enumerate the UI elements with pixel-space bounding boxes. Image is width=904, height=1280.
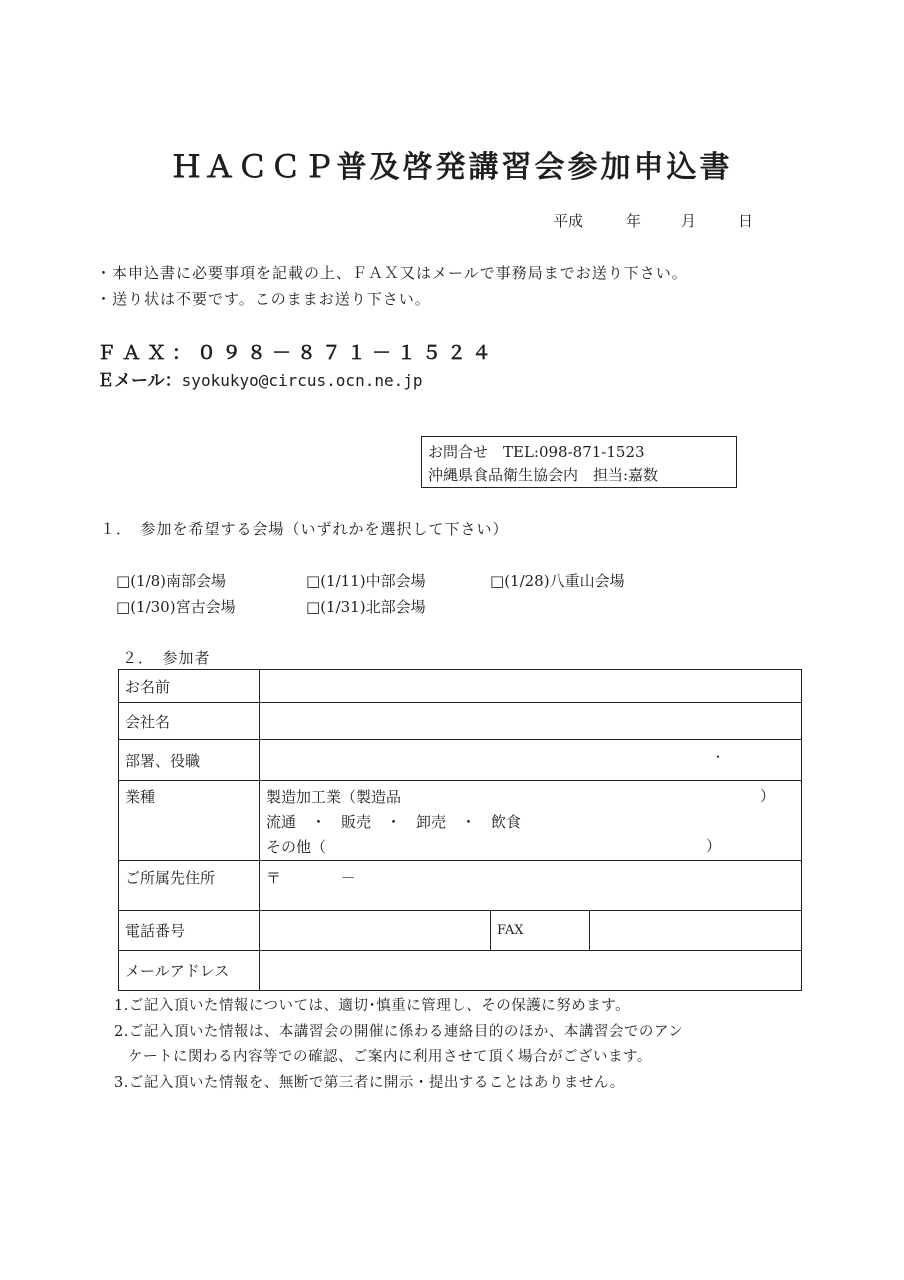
date-month: 月: [681, 212, 697, 230]
venue-label: (1/8)南部会場: [130, 572, 227, 590]
address-label: ご所属先住所: [119, 861, 260, 911]
checkbox-icon[interactable]: □: [306, 572, 321, 590]
privacy-note: 3.ご記入頂いた情報を、無断で第三者に開示・提出することはありません。: [114, 1075, 625, 1091]
checkbox-icon[interactable]: □: [306, 598, 321, 616]
venue-label: (1/11)中部会場: [320, 572, 426, 590]
venue-option-yaeyama[interactable]: [490, 570, 625, 591]
date-era: 平成: [553, 212, 584, 230]
industry-option-other[interactable]: その他（: [266, 838, 327, 856]
email-line: [97, 366, 423, 391]
address-field[interactable]: [260, 861, 802, 911]
privacy-note: ケートに関わる内容等での確認、ご案内に利用させて頂く場合がございます。: [128, 1049, 652, 1065]
industry-field[interactable]: [260, 781, 802, 861]
date-year: 年: [626, 212, 642, 230]
venue-option-miyako[interactable]: [116, 596, 236, 617]
venue-label: (1/30)宮古会場: [130, 598, 236, 616]
fax-number: ＦＡＸ：０９８－８７１－１５２４: [97, 342, 498, 364]
venue-option-chubu[interactable]: [306, 570, 426, 591]
dept-mark: ・: [712, 750, 725, 764]
name-field[interactable]: [260, 670, 802, 703]
email-label: Ｅメール：: [97, 371, 182, 391]
contact-tel: お問合せ TEL:098-871-1523: [428, 443, 645, 461]
checkbox-icon[interactable]: □: [116, 598, 131, 616]
date-day: 日: [738, 212, 754, 230]
privacy-note: 2.ご記入頂いた情報は、本講習会の開催に係わる連絡目的のほか、本講習会でのアン: [114, 1024, 684, 1040]
industry-option-manufacturing[interactable]: 製造加工業（製造品: [266, 788, 402, 806]
postal-mark: 〒: [266, 869, 282, 887]
industry-option-distribution[interactable]: 流通 ・ 販売 ・ 卸売 ・ 飲食: [266, 813, 522, 831]
section-venue-heading: １． 参加を希望する会場（いずれかを選択して下さい）: [100, 520, 509, 538]
phone-field[interactable]: [260, 911, 491, 951]
dept-field[interactable]: [260, 740, 802, 781]
other-close-paren: ）: [706, 837, 722, 855]
venue-option-nanbu[interactable]: [116, 570, 226, 591]
instruction-note: ・本申込書に必要事項を記載の上、ＦＡＸ又はメールで事務局までお送り下さい。: [96, 264, 688, 282]
email-address-label: メールアドレス: [119, 951, 260, 991]
company-field[interactable]: [260, 703, 802, 740]
venue-option-hokubu[interactable]: [306, 596, 426, 617]
fax-field[interactable]: [590, 911, 802, 951]
participant-form: [118, 669, 802, 991]
dept-label: 部署、役職: [119, 740, 260, 781]
email-address: syokukyo@circus.ocn.ne.jp: [181, 371, 423, 390]
contact-person: 沖縄県食品衛生協会内 担当:嘉数: [428, 466, 659, 484]
checkbox-icon[interactable]: □: [116, 572, 131, 590]
venue-label: (1/31)北部会場: [320, 598, 426, 616]
name-label: お名前: [119, 670, 260, 703]
phone-label: 電話番号: [119, 911, 260, 951]
company-label: 会社名: [119, 703, 260, 740]
privacy-note: 1.ご記入頂いた情報については、適切･慎重に管理し、その保護に努めます。: [114, 998, 631, 1014]
postal-dash: －: [340, 869, 356, 887]
instruction-note: ・送り状は不要です。このままお送り下さい。: [96, 290, 431, 308]
contact-box: [421, 436, 737, 488]
manufacturing-close-paren: ）: [760, 787, 776, 805]
email-address-field[interactable]: [260, 951, 802, 991]
page-title: ＨＡＣＣＰ普及啓発講習会参加申込書: [171, 150, 733, 185]
industry-label: 業種: [119, 781, 260, 861]
section-participant-heading: ２． 参加者: [122, 649, 211, 667]
venue-label: (1/28)八重山会場: [504, 572, 625, 590]
fax-label: FAX: [491, 911, 590, 951]
checkbox-icon[interactable]: □: [490, 572, 505, 590]
